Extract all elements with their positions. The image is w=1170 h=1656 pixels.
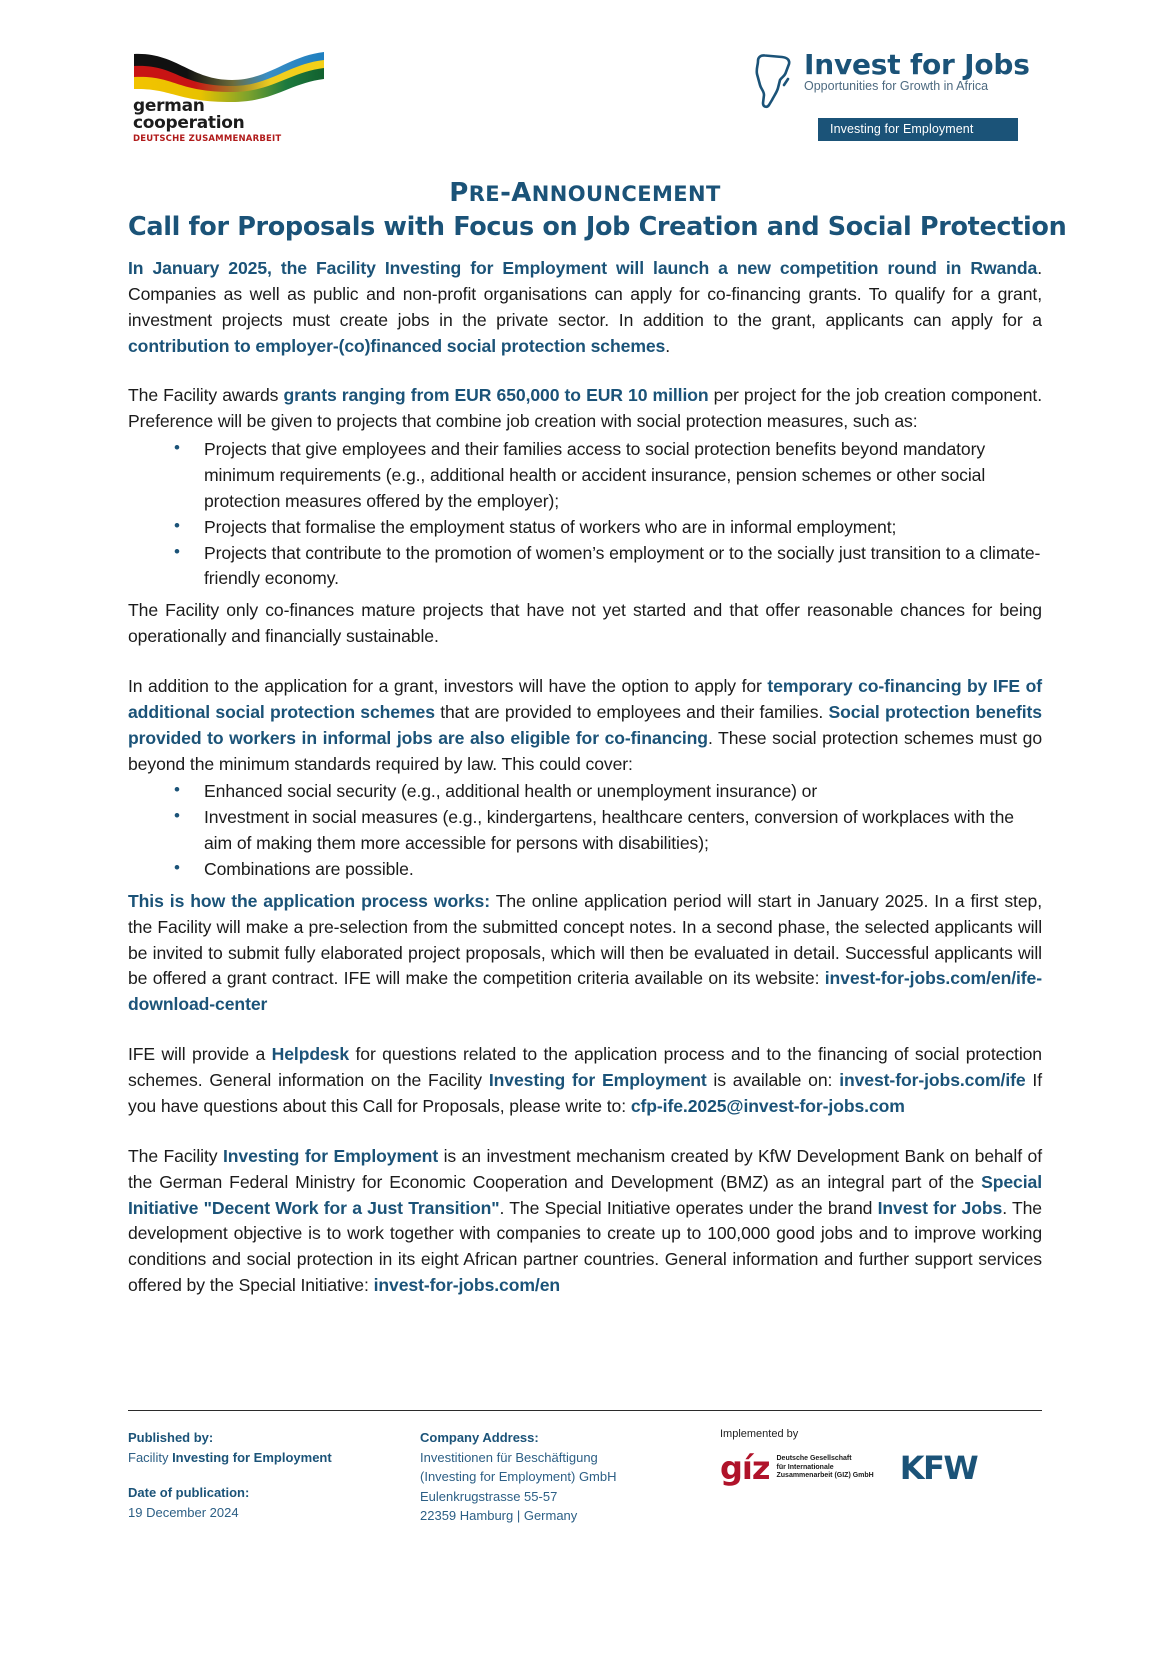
ife-site-link[interactable]: invest-for-jobs.com/ife <box>839 1070 1026 1091</box>
kfw-logo: KFW <box>899 1449 978 1487</box>
helpdesk-facility-bold: Investing for Employment <box>488 1070 707 1091</box>
helpdesk-mid2: is available on: <box>706 1070 840 1091</box>
page-title: Call for Proposals with Focus on Job Creation and Social Protection <box>128 212 1067 242</box>
invest-for-jobs-logo <box>752 50 1042 150</box>
bullet-list-coverage <box>128 779 1042 882</box>
giz-subtext-line: Deutsche Gesellschaft <box>776 1454 852 1462</box>
german-cooperation-logo <box>128 46 358 146</box>
paragraph-grants <box>128 383 1042 435</box>
cofin-mid: that are provided to employees and their families. <box>434 701 829 722</box>
intro-lead: In January 2025, the Facility Investing for Employment will launch a new competition round in Rwanda <box>128 258 1038 278</box>
paragraph-about-facility <box>128 1144 1042 1299</box>
published-prefix: Facility <box>128 1449 173 1465</box>
footer-divider <box>128 1410 1042 1411</box>
gc-line3: DEUTSCHE ZUSAMMENARBEIT <box>133 134 282 144</box>
giz-subtext-line: für Internationale <box>776 1463 834 1471</box>
list-item: • Projects that contribute to the promotion of women’s employment or to the socially just transition to a climate-friendly economy. <box>128 541 1042 593</box>
published-by-value <box>128 1448 420 1468</box>
about-bold3: Invest for Jobs <box>877 1197 1003 1218</box>
process-text: The online application period will start in January 2025. In a first step, the Facility will make a pre-selection from the submitted concept notes. In a second phase, the selected applicants will be invited to submit fully elaborated project proposals, which will then be evaluated in detail. Successful applicants will be offered a grant contract. IFE will make the competition criteria available on its website: <box>128 890 1043 989</box>
about-mid3: . The development objective is to work together with companies to create up to 100,000 good jobs and to improve working conditions and social protection in its eight African partner countries. General information and further support services offered by the Special Initiative: <box>128 1197 1042 1296</box>
company-address-line: (Investing for Employment) GmbH <box>420 1469 617 1484</box>
date-of-publication-label: Date of publication: <box>128 1485 250 1500</box>
africa-outline-icon <box>752 52 798 110</box>
published-bold: Investing for Employment <box>172 1449 332 1465</box>
page-kicker: PRE-ANNOUNCEMENT <box>449 178 721 208</box>
about-mid2: . The Special Initiative operates under the brand <box>499 1197 878 1218</box>
intro-bold-tail: contribution to employer-(co)financed social protection schemes <box>128 335 666 356</box>
list-item: • Enhanced social security (e.g., additional health or unemployment insurance) or <box>128 779 1042 805</box>
paragraph-helpdesk <box>128 1042 1042 1120</box>
document-body <box>128 178 1067 1299</box>
grants-pre: The Facility awards <box>128 385 284 406</box>
company-address-line: 22359 Hamburg | Germany <box>420 1508 578 1523</box>
cofin-bold2: Social protection benefits provided to workers in informal jobs are also eligible for co-financing <box>128 701 1042 748</box>
list-item: • Projects that give employees and their families access to social protection benefits beyond mandatory minimum requirements (e.g., additional health or accident insurance, pension schemes or other social protection measures offered by the employer); <box>128 437 1042 515</box>
helpdesk-mid1: for questions related to the application process and to the financing of social protection schemes. General information on the Facility <box>128 1044 1042 1091</box>
special-initiative-link[interactable]: invest-for-jobs.com/en <box>373 1275 561 1296</box>
process-bold-lead: This is how the application process works: <box>128 890 491 911</box>
bullet-list-preferences <box>128 437 1042 592</box>
cofin-post: . These social protection schemes must go beyond the minimum standards required by law. This could cover: <box>128 727 1042 774</box>
german-cooperation-wordmark <box>133 98 281 144</box>
grants-post: per project for the job creation component. Preference will be given to projects that combine job creation with social protection measures, such as: <box>128 385 1042 432</box>
download-center-link[interactable]: invest-for-jobs.com/en/ife-download-center <box>128 968 1042 1015</box>
company-address-label: Company Address: <box>420 1430 539 1445</box>
giz-wordmark: gíz <box>720 1449 770 1487</box>
implementer-logos <box>720 1449 1042 1487</box>
paragraph-application-process <box>128 889 1042 1018</box>
date-of-publication-value: 19 December 2024 <box>128 1504 239 1520</box>
about-mid1: is an investment mechanism created by KfW Development Bank on behalf of the German Federal Ministry for Economic Cooperation and Development (BMZ) as an integral part of the <box>128 1145 1042 1192</box>
cofin-bold1: temporary co-financing by IFE of additional social protection schemes <box>128 676 1042 722</box>
about-bold1: Investing for Employment <box>222 1145 439 1166</box>
about-pre: The Facility <box>128 1145 223 1166</box>
giz-logo <box>720 1449 874 1487</box>
grants-range: grants ranging from EUR 650,000 to EUR 10 million <box>283 385 709 406</box>
implemented-by-label: Implemented by <box>720 1428 799 1440</box>
paragraph-intro <box>128 256 1042 359</box>
paragraph-mature-projects: The Facility only co-finances mature projects that have not yet started and that offer reasonable chances for being operationally and financially sustainable. <box>128 600 1042 647</box>
list-item: • Projects that formalise the employment status of workers who are in informal employment; <box>128 515 1042 541</box>
investing-for-employment-band: Investing for Employment <box>818 118 1018 141</box>
intro-end: . <box>665 335 671 356</box>
footer-address-column <box>420 1428 720 1526</box>
giz-subtext-line: Zusammenarbeit (GIZ) GmbH <box>776 1472 874 1480</box>
footer-spacer <box>128 1467 420 1483</box>
document-footer <box>128 1428 1042 1526</box>
paragraph-cofinancing <box>128 674 1042 777</box>
helpdesk-bold: Helpdesk <box>271 1044 350 1065</box>
published-by-label: Published by: <box>128 1430 214 1445</box>
about-bold2: Special Initiative "Decent Work for a Just Transition" <box>128 1171 1042 1218</box>
helpdesk-pre: IFE will provide a <box>128 1044 272 1065</box>
gc-line1: german <box>133 96 205 116</box>
giz-subtext <box>777 1455 874 1481</box>
gc-line2: cooperation <box>133 113 245 133</box>
intro-rest: . Companies as well as public and non-profit organisations can apply for co-financing grants. To qualify for a grant, investment projects must create jobs in the private sector. In addition to the grant, applicants can apply for a <box>128 258 1042 330</box>
invest-for-jobs-title: Invest for Jobs <box>804 48 1030 81</box>
cofin-pre: In addition to the application for a grant, investors will have the option to apply for <box>128 676 768 697</box>
footer-implemented-column <box>720 1428 1042 1526</box>
document-header <box>0 0 1170 160</box>
helpdesk-mid3: If you have questions about this Call for Proposals, please write to: <box>128 1070 1042 1116</box>
footer-published-column <box>128 1428 420 1526</box>
list-item: • Combinations are possible. <box>128 857 1042 883</box>
invest-for-jobs-subtitle: Opportunities for Growth in Africa <box>804 79 989 94</box>
list-item: • Investment in social measures (e.g., kindergartens, healthcare centers, conversion of workplaces with the aim of making them more accessible for persons with disabilities); <box>128 805 1042 857</box>
german-rwanda-ribbon-icon <box>128 46 328 102</box>
company-address-line: Investitionen für Beschäftigung <box>420 1449 598 1465</box>
cfp-email-link[interactable]: cfp-ife.2025@invest-for-jobs.com <box>630 1095 905 1116</box>
company-address-line: Eulenkrugstrasse 55-57 <box>420 1488 558 1504</box>
